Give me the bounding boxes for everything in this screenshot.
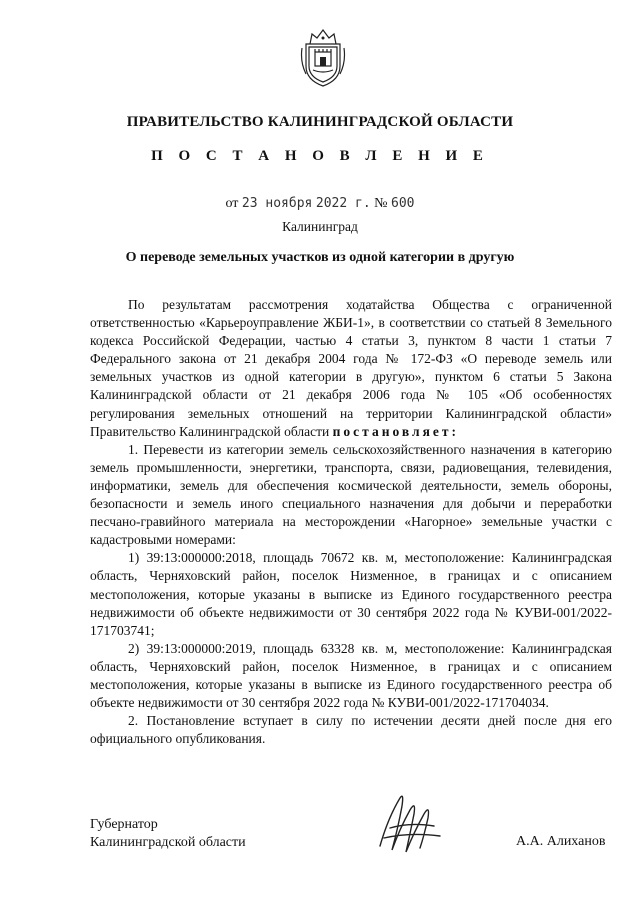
land-item-2: 2) 39:13:000000:2019, площадь 63328 кв. м, местоположение: Калининградская область, Черняховский район, поселок Низменное, в границах и с описанием местоположения, которые указаны в выписке из Единого государственного реестра об объекте недвижимости от 30 сентября 2022 года № КУВИ-001/2022-171704034. (90, 640, 612, 711)
document-year: 2022 г. (315, 196, 371, 211)
point-1: 1. Перевести из категории земель сельскохозяйственного назначения в категорию земель промышленности, энергетики, транспорта, связи, радиовещания, телевидения, информатики, земель для обеспечения космической деятельности, земель обороны, безопасности и земель иного специального назначения для добычи и переработки песчано-гравийного материала на месторождении «Нагорное» земельные участки с кадастровыми номерами: (90, 441, 612, 548)
date-line (0, 196, 640, 212)
signatory-title-line-1: Губернатор (90, 817, 158, 832)
point-2: 2. Постановление вступает в силу по истечении десяти дней после дня его официального опубликования. (90, 713, 612, 747)
document-number: 600 (391, 196, 415, 211)
handwritten-signature-icon (370, 788, 450, 858)
number-sign: № (374, 196, 388, 211)
document-body (90, 296, 612, 748)
signatory-title (90, 816, 246, 852)
signatory-title-line-2: Калининградской области (90, 835, 246, 850)
document-date: 23 ноября (241, 196, 313, 211)
intro-paragraph: По результатам рассмотрения ходатайства Общества с ограниченной ответственностью «Карьероуправление ЖБИ-1», в соответствии со статьей 8 Земельного кодекса Российской Федерации, частью 4 статьи 3, пунктом 8 части 1 статьи 7 Федерального закона от 21 декабря 2004 года № 172-ФЗ «О переводе земель или земельных участков из одной категории в другую», пунктом 6 статьи 5 Закона Калининградской области от 21 декабря 2006 года № 105 «Об особенностях регулирования земельных отношений на территории Калининградской области» Правительство Калининградской области постановляет: (90, 297, 612, 439)
land-item-1: 1) 39:13:000000:2018, площадь 70672 кв. м, местоположение: Калининградская область, Черняховский район, поселок Низменное, в границах и с описанием местоположения, которые указаны в выписке из Единого государственного реестра недвижимости об объекте недвижимости от 30 сентября 2022 года № КУВИ-001/2022-171703741; (90, 550, 612, 638)
kaliningrad-coat-of-arms-icon (300, 26, 346, 88)
document-type: П О С Т А Н О В Л Е Н И Е (151, 148, 489, 164)
government-name: ПРАВИТЕЛЬСТВО КАЛИНИНГРАДСКОЙ ОБЛАСТИ (126, 114, 514, 130)
date-prefix: от (225, 196, 239, 211)
signatory-name: А.А. Алиханов (516, 834, 606, 849)
decree-word: постановляет: (332, 423, 459, 439)
document-subject: О переводе земельных участков из одной категории в другую (125, 250, 515, 265)
document-city: Калининград (282, 219, 358, 234)
